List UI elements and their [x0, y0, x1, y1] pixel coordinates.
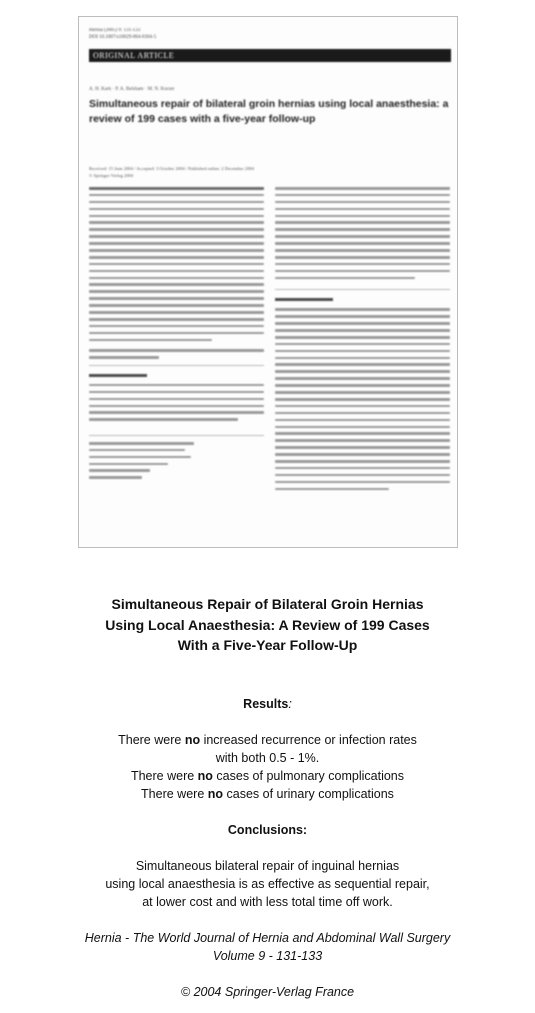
- result-line-recurrence: There were no increased recurrence or infection rates: [118, 733, 417, 747]
- result-line-pulmonary: There were no cases of pulmonary complications: [130, 769, 405, 783]
- result-line-urinary: There were no cases of urinary complications: [141, 787, 394, 801]
- article-dates: Received: 15 June 2004 / Accepted: 3 October 2004 / Published online: 2 December 2004 © Springer-Verlag 2004: [89, 166, 255, 178]
- article-authors: A. H. Kark · P. A. Belsham · M. N. Kurzer: [89, 87, 175, 92]
- journal-reference: Hernia (2005) 9: 131-133 DOI 10.1007/s10029-004-0304-5: [89, 28, 157, 40]
- article-column-left: [89, 187, 264, 483]
- journal-citation: Hernia - The World Journal of Hernia and Abdominal Wall Surgery Volume 9 - 131-133: [84, 931, 451, 963]
- page-title: Simultaneous Repair of Bilateral Groin Hernias Using Local Anaesthesia: A Review of 199 Cases With a Five-Year Follow-Up: [105, 596, 430, 653]
- conclusions-text: Simultaneous bilateral repair of inguinal hernias using local anaesthesia is as effective as sequential repair, at lower cost and with less total time off work.: [105, 859, 430, 909]
- section-label: ORIGINAL ARTICLE: [93, 51, 175, 60]
- copyright-notice: © 2004 Springer-Verlag France: [180, 985, 355, 999]
- result-line-rates: with both 0.5 - 1%.: [215, 751, 320, 765]
- article-title: Simultaneous repair of bilateral groin hernias using local anaesthesia: a review of 199 cases with a five-year follow-up: [89, 98, 449, 125]
- results-heading: Results:: [243, 697, 292, 711]
- conclusions-heading: Conclusions:: [227, 823, 308, 837]
- results-text: [0, 731, 535, 803]
- article-column-right: [275, 187, 450, 494]
- article-thumbnail: [78, 16, 458, 548]
